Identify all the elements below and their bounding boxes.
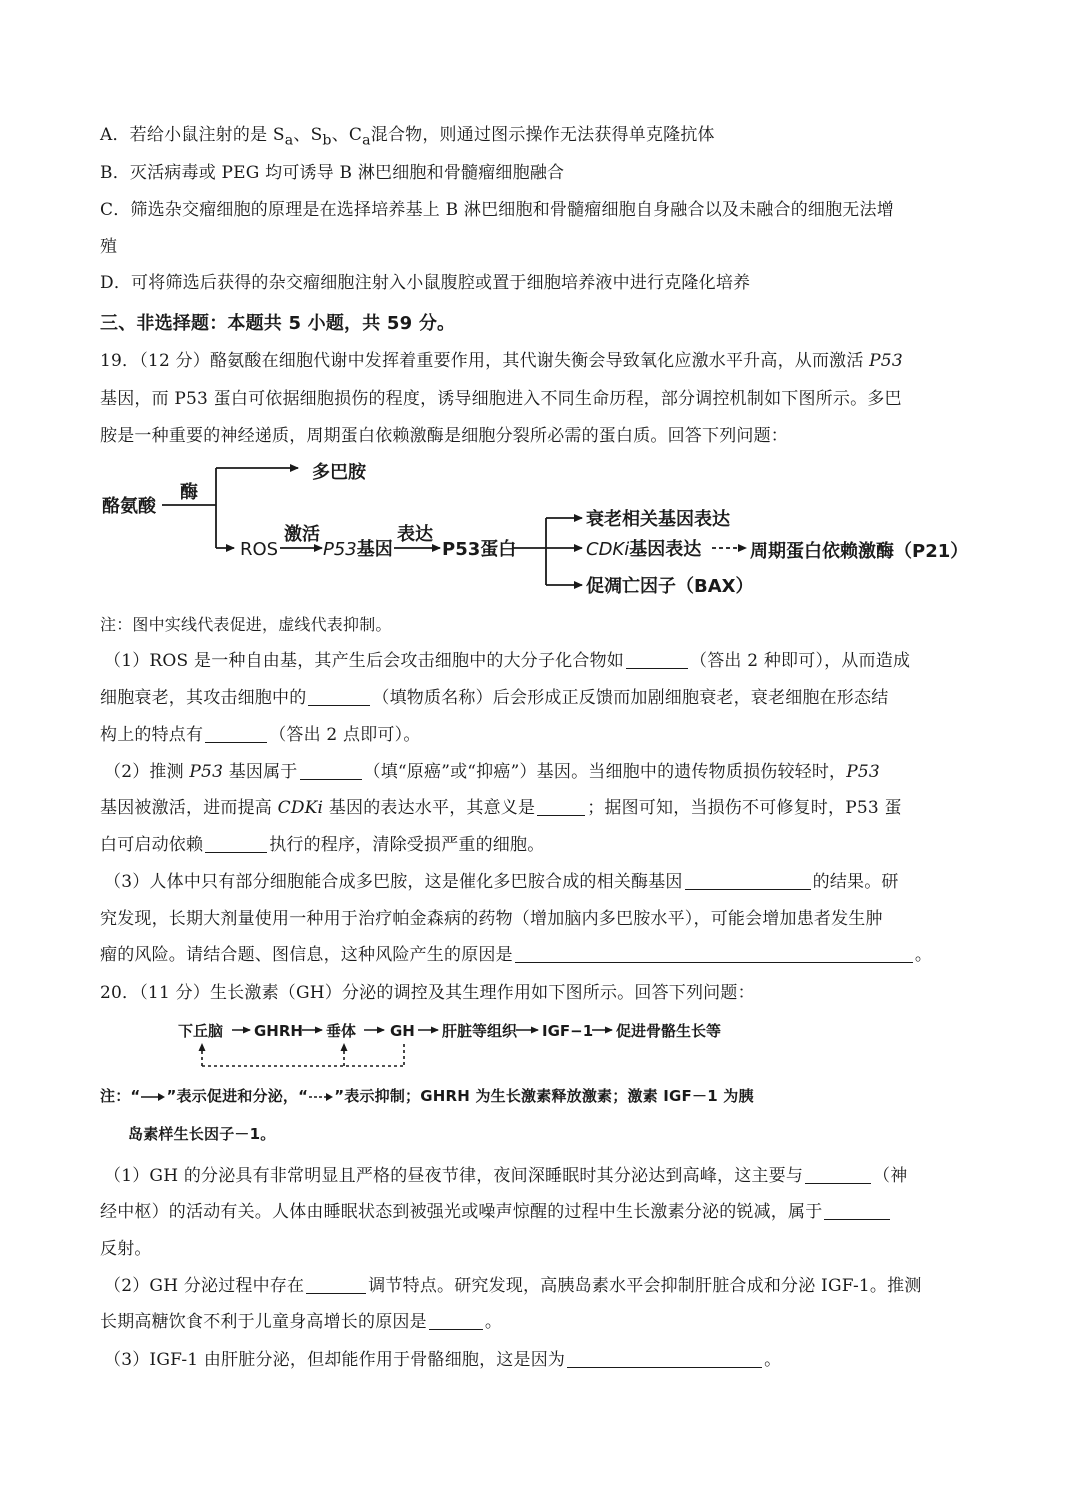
q19-p1-line3: 构上的特点有 （答出 2 点即可）。 — [100, 725, 421, 745]
d20-gh: GH — [390, 1022, 415, 1040]
q19-p3-line3: 瘤的风险。请结合题、图信息，这种风险产生的原因是 。 — [100, 945, 933, 965]
d20-ghrh: GHRH — [254, 1022, 303, 1040]
q19-p3-line1: （3）人体中只有部分细胞能合成多巴胺，这是催化多巴胺合成的相关酶基因 的结果。研 — [104, 872, 899, 892]
q20-diagram — [0, 1010, 1080, 1080]
d-bax: 促凋亡因子（BAX） — [586, 576, 754, 597]
answer-blank[interactable] — [308, 687, 370, 706]
q20-p2-line2: 长期高糖饮食不利于儿童身高增长的原因是 。 — [100, 1312, 503, 1332]
q19-note: 注：图中实线代表促进，虚线代表抑制。 — [100, 615, 392, 634]
q20-note-line1: 注：“ ”表示促进和分泌，“ ”表示抑制；GHRH 为生长激素释放激素；激素 IGF－1 为胰 — [100, 1087, 754, 1105]
option-c-line2: 殖 — [100, 237, 118, 257]
option-a: A．若给小鼠注射的是 $S_a$、$S_b$、$C_a$混合物，则通过图示操作无法获得单克隆抗体 — [100, 125, 715, 149]
answer-blank[interactable] — [685, 871, 811, 890]
q20-note-line2: 岛素样生长因子－1。 — [128, 1125, 276, 1143]
q20-p2-line1: （2）GH 分泌过程中存在 调节特点。研究发现，高胰岛素水平会抑制肝脏合成和分泌 IGF-1。推测 — [104, 1276, 922, 1296]
option-c-line1: C．筛选杂交瘤细胞的原理是在选择培养基上 B 淋巴细胞和骨髓瘤细胞自身融合以及未融合的细胞无法增 — [100, 200, 894, 220]
d20-liver: 肝脏等组织 — [442, 1022, 518, 1040]
answer-blank[interactable] — [567, 1349, 762, 1368]
d20-hypothalamus: 下丘脑 — [178, 1022, 224, 1040]
answer-blank[interactable] — [805, 1165, 871, 1184]
q19-p1-line1: （1）ROS 是一种自由基，其产生后会攻击细胞中的大分子化合物如 （答出 2 种即可），从而造成 — [104, 651, 911, 671]
q19-p2-line3: 白可启动依赖 执行的程序，清除受损严重的细胞。 — [100, 835, 545, 855]
d20-bone: 促进骨骼生长等 — [616, 1022, 722, 1040]
d-enzyme: 酶 — [180, 482, 198, 503]
d20-pituitary: 垂体 — [326, 1022, 357, 1040]
d20-igf: IGF−1 — [542, 1022, 594, 1040]
d-cdki: CDKi基因表达 — [586, 539, 702, 560]
q20-p1-line1: （1）GH 的分泌具有非常明显且严格的昼夜节律，夜间深睡眠时其分泌达到高峰，这主要与 （神 — [104, 1166, 908, 1186]
answer-blank[interactable] — [300, 761, 362, 780]
option-d: D．可将筛选后获得的杂交瘤细胞注射入小鼠腹腔或置于细胞培养液中进行克隆化培养 — [100, 273, 751, 293]
d-aging-genes: 衰老相关基因表达 — [586, 509, 730, 530]
q20-p1-line2: 经中枢）的活动有关。人体由睡眠状态到被强光或噪声惊醒的过程中生长激素分泌的锐减，属于 — [100, 1201, 892, 1223]
q20-p3: （3）IGF-1 由肝脏分泌，但却能作用于骨骼细胞，这是因为 。 — [104, 1350, 782, 1370]
d-activate: 激活 — [284, 524, 320, 545]
q20-p1-line3: 反射。 — [100, 1239, 152, 1259]
q19-p2-line2: 基因被激活，进而提高 CDKi 基因的表达水平，其意义是 ；据图可知，当损伤不可修复时，P53 蛋 — [100, 798, 902, 818]
q19-diagram — [0, 450, 1080, 610]
answer-blank[interactable] — [429, 1311, 483, 1330]
q19-intro-line3: 胺是一种重要的神经递质，周期蛋白依赖激酶是细胞分裂所必需的蛋白质。回答下列问题： — [100, 426, 788, 446]
option-b: B．灭活病毒或 PEG 均可诱导 B 淋巴细胞和骨髓瘤细胞融合 — [100, 163, 565, 183]
q20-intro: 20．（11 分）生长激素（GH）分泌的调控及其生理作用如下图所示。回答下列问题： — [100, 983, 755, 1003]
d-cdk: 周期蛋白依赖激酶（P21） — [750, 541, 969, 562]
solid-arrow-icon — [140, 1092, 166, 1102]
answer-blank[interactable] — [626, 650, 688, 669]
q19-p2-line1: （2）推测 P53 基因属于 （填“原癌”或“抑癌”）基因。当细胞中的遗传物质损伤较轻时，P53 — [104, 762, 880, 782]
answer-blank[interactable] — [205, 834, 267, 853]
answer-blank[interactable] — [306, 1275, 366, 1294]
answer-blank[interactable] — [537, 797, 585, 816]
d-tyrosine: 酪氨酸 — [102, 496, 156, 517]
d-express: 表达 — [397, 524, 433, 545]
answer-blank[interactable] — [205, 724, 267, 743]
d-ros: ROS — [240, 539, 279, 560]
answer-blank[interactable] — [515, 944, 913, 963]
d-dopamine: 多巴胺 — [312, 462, 366, 483]
q19-intro-line1: 19．（12 分）酪氨酸在细胞代谢中发挥着重要作用，其代谢失衡会导致氧化应激水平升高，从而激活 P53 — [100, 351, 903, 371]
section-title: 三、非选择题：本题共 5 小题，共 59 分。 — [100, 313, 456, 334]
d-p53-gene: P53基因 — [323, 539, 393, 560]
q19-p1-line2: 细胞衰老，其攻击细胞中的 （填物质名称）后会形成正反馈而加剧细胞衰老，衰老细胞在形态结 — [100, 688, 889, 708]
q19-intro-line2: 基因，而 P53 蛋白可依据细胞损伤的程度，诱导细胞进入不同生命历程，部分调控机制如下图所示。多巴 — [100, 389, 902, 409]
d-p53-protein: P53蛋白 — [442, 539, 517, 560]
answer-blank[interactable] — [824, 1201, 890, 1220]
dashed-arrow-icon — [308, 1092, 334, 1102]
q19-p3-line2: 究发现，长期大剂量使用一种用于治疗帕金森病的药物（增加脑内多巴胺水平），可能会增加患者发生肿 — [100, 909, 883, 929]
